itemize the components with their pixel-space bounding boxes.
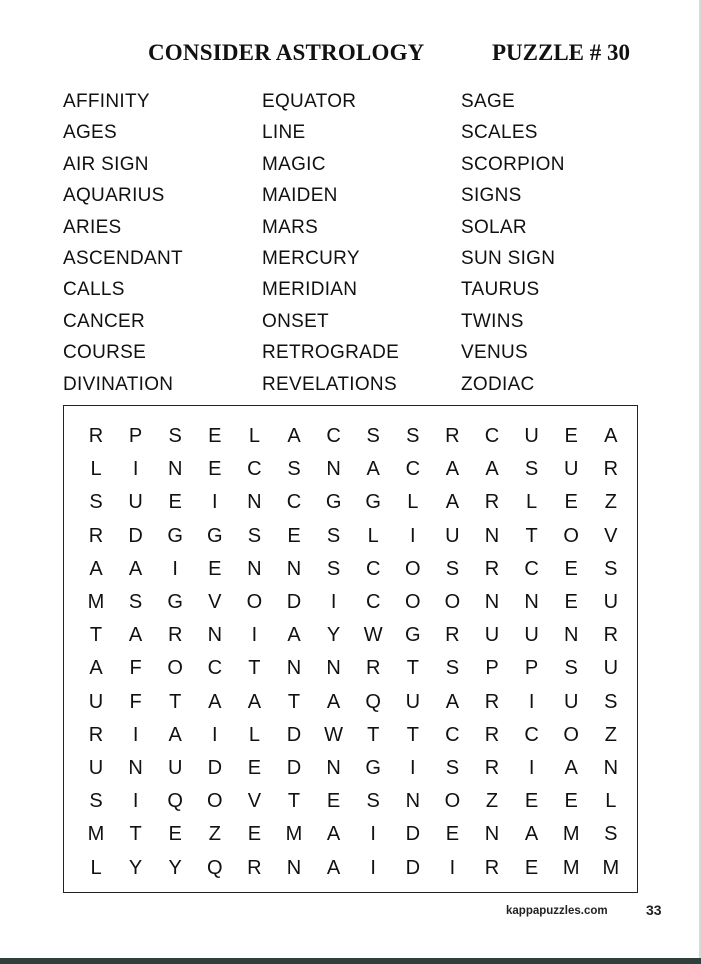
word-item: TAURUS [461,279,540,301]
grid-letter[interactable]: A [485,458,499,481]
grid-letter[interactable]: N [484,591,500,613]
grid-letter[interactable]: V [604,524,618,547]
grid-letter[interactable]: L [248,425,260,447]
grid-letter[interactable]: N [524,591,539,613]
word-item: SUN SIGN [461,247,556,269]
grid-letter[interactable]: L [367,524,379,547]
grid-letter[interactable]: U [167,757,183,779]
grid-letter[interactable]: A [89,557,103,580]
grid-letter[interactable]: S [168,425,182,447]
grid-letter[interactable]: O [405,591,421,613]
grid-letter[interactable]: I [172,557,178,580]
grid-letter[interactable]: S [445,557,460,580]
grid-letter[interactable]: R [88,723,104,746]
grid-letter[interactable]: C [247,458,262,481]
grid-letter[interactable]: S [604,690,618,713]
grid-letter[interactable]: Y [326,624,341,647]
grid-letter[interactable]: U [128,491,143,514]
grid-letter[interactable]: S [604,823,618,846]
grid-letter[interactable]: E [564,591,578,613]
grid-letter[interactable]: P [524,657,539,680]
grid-letter[interactable]: A [208,690,222,713]
grid-letter[interactable]: U [445,524,460,547]
grid-letter[interactable]: C [365,591,381,613]
grid-letter[interactable]: L [407,491,419,514]
word-item: REVELATIONS [262,373,397,395]
grid-letter[interactable]: O [563,524,579,547]
grid-letter[interactable]: U [603,591,619,613]
grid-letter[interactable]: I [410,757,416,779]
footer-url[interactable]: kappapuzzles.com [506,905,608,917]
grid-letter[interactable]: R [484,690,500,713]
grid-letter[interactable]: E [168,491,182,514]
grid-letter[interactable]: C [524,723,539,746]
grid-letter[interactable]: D [286,757,302,779]
word-column [461,90,565,404]
grid-letter[interactable]: E [287,524,301,547]
grid-letter[interactable]: E [564,425,578,447]
grid-letter[interactable]: I [132,458,139,481]
grid-letter[interactable]: I [370,856,376,879]
grid-letter[interactable]: R [484,557,500,580]
grid-letter[interactable]: M [562,856,580,879]
grid-letter[interactable]: N [167,458,183,481]
grid-letter[interactable]: R [365,657,381,680]
grid-letter[interactable]: R [484,491,500,514]
grid-letter[interactable]: O [444,790,461,813]
grid-letter[interactable]: A [564,757,578,779]
grid-letter[interactable]: I [528,690,535,713]
grid-letter[interactable]: N [326,458,341,481]
grid-letter[interactable]: S [287,458,301,481]
grid-letter[interactable]: E [564,491,578,514]
grid-letter[interactable]: D [286,723,302,746]
grid-letter[interactable]: R [484,856,500,879]
grid-letter[interactable]: N [484,524,500,547]
word-item: AQUARIUS [63,185,165,207]
grid-letter[interactable]: G [365,757,381,779]
grid-letter[interactable]: A [287,624,301,647]
word-item: DIVINATION [63,373,174,395]
grid-letter[interactable]: T [406,723,419,746]
grid-letter[interactable]: S [366,425,380,447]
grid-letter[interactable]: Z [485,790,499,813]
grid-letter[interactable]: O [444,591,461,613]
puzzle-title: CONSIDER ASTROLOGY [148,40,425,65]
page-number: 33 [646,902,662,918]
grid-letter[interactable]: N [563,624,579,647]
grid-letter[interactable]: I [251,624,258,647]
word-item: CANCER [63,310,146,332]
grid-letter[interactable]: S [445,657,460,680]
grid-letter[interactable]: R [603,458,619,481]
grid-letter[interactable]: E [326,790,341,813]
grid-letter[interactable]: R [88,524,104,547]
grid-letter[interactable]: G [167,524,183,547]
grid-letter[interactable]: S [604,557,618,580]
grid-letter[interactable]: I [528,757,535,779]
grid-letter[interactable]: D [405,856,421,879]
grid-letter[interactable]: R [167,624,183,647]
grid-letter[interactable]: N [405,790,421,813]
grid-letter[interactable]: A [326,856,341,879]
grid-letter[interactable]: T [89,624,103,647]
grid-letter[interactable]: F [129,690,142,713]
grid-letter[interactable]: M [602,856,620,879]
word-item: SAGE [461,91,515,112]
grid-letter[interactable]: E [524,856,539,879]
grid-letter[interactable]: T [287,690,301,713]
word-item: AGES [63,122,117,144]
grid-letter[interactable]: U [603,657,619,680]
grid-letter[interactable]: P [128,425,143,447]
grid-letter[interactable]: O [246,591,263,613]
grid-letter[interactable]: S [89,790,103,813]
grid-letter[interactable]: I [212,491,218,514]
grid-letter[interactable]: G [405,624,421,647]
grid-letter[interactable]: T [287,790,301,813]
grid-letter[interactable]: S [326,557,341,580]
grid-letter[interactable]: U [405,690,421,713]
grid-letter[interactable]: I [449,856,456,879]
grid-letter[interactable]: R [484,757,500,779]
grid-letter[interactable]: F [129,657,142,680]
grid-letter[interactable]: N [207,624,223,647]
word-column [262,90,399,404]
grid-letter[interactable]: U [88,757,104,779]
grid-letter[interactable]: I [212,723,218,746]
grid-letter[interactable]: N [128,757,143,779]
word-item: ARIES [63,216,122,238]
grid-letter[interactable]: G [365,491,381,514]
grid-letter[interactable]: A [445,690,460,713]
grid-letter[interactable]: I [330,591,337,613]
grid-letter[interactable]: D [405,823,421,846]
word-item: TWINS [461,310,524,332]
grid-letter[interactable]: A [366,458,380,481]
grid-letter[interactable]: E [168,823,182,846]
grid-letter[interactable]: L [248,723,260,746]
grid-letter[interactable]: A [326,823,341,846]
grid-letter[interactable]: U [484,624,500,647]
word-item: SCORPION [461,153,565,175]
grid-letter[interactable]: A [326,690,341,713]
grid-letter[interactable]: Z [604,491,617,514]
grid-letter[interactable]: E [208,458,222,481]
word-item: ZODIAC [461,373,535,395]
grid-letter[interactable]: Y [128,856,143,879]
grid-letter[interactable]: W [363,624,383,647]
grid-letter[interactable]: C [326,425,341,447]
grid-letter[interactable]: A [89,657,103,680]
grid-letter[interactable]: P [485,657,499,680]
grid-letter[interactable]: S [406,425,420,447]
grid-letter[interactable]: I [370,823,376,846]
grid-letter[interactable]: N [247,491,262,514]
grid-letter[interactable]: S [128,591,143,613]
bottom-bar [0,958,701,964]
grid-letter[interactable]: L [90,458,102,481]
grid-letter[interactable]: U [563,690,579,713]
word-item: SOLAR [461,216,527,238]
word-item: ONSET [262,310,329,332]
grid-letter[interactable]: S [326,524,341,547]
grid-letter[interactable]: S [247,524,262,547]
grid-letter[interactable]: W [324,723,344,746]
grid-letter[interactable]: T [525,524,538,547]
grid-letter[interactable]: N [286,557,302,580]
grid-letter[interactable]: O [563,723,579,746]
grid-letter[interactable]: Q [167,790,183,813]
grid-letter[interactable]: Z [208,823,221,846]
grid-letter[interactable]: T [129,823,142,846]
grid-letter[interactable]: U [88,690,104,713]
grid-letter[interactable]: V [208,591,222,613]
letter-grid [63,405,638,893]
grid-letter[interactable]: G [207,524,223,547]
grid-letter[interactable]: C [286,491,302,514]
grid-letter[interactable]: A [128,557,143,580]
grid-letter[interactable]: C [207,657,223,680]
word-item: LINE [262,122,306,144]
grid-letter[interactable]: U [524,624,539,647]
grid-letter[interactable]: C [445,723,460,746]
grid-letter[interactable]: C [365,557,381,580]
grid-letter[interactable]: O [207,790,223,813]
word-item: EQUATOR [262,91,357,112]
grid-letter[interactable]: G [325,491,342,514]
word-item: AIR SIGN [63,153,149,175]
word-item: CALLS [63,279,125,301]
word-item: MAIDEN [262,185,338,207]
word-item: MAGIC [262,153,326,175]
grid-letter[interactable]: A [524,823,539,846]
grid-letter[interactable]: A [247,690,262,713]
grid-letter[interactable]: D [128,524,143,547]
grid-letter[interactable]: T [169,690,182,713]
grid-letter[interactable]: U [563,458,579,481]
grid-letter[interactable]: U [524,425,539,447]
grid-letter[interactable]: E [524,790,539,813]
grid-letter[interactable]: D [207,757,223,779]
grid-letter[interactable]: C [524,557,539,580]
grid-letter[interactable]: L [90,856,102,879]
grid-letter[interactable]: I [132,790,139,813]
grid-letter[interactable]: N [247,557,262,580]
grid-letter[interactable]: R [445,425,460,447]
grid-letter[interactable]: T [406,657,419,680]
grid-letter[interactable]: I [132,723,139,746]
word-item: MARS [262,216,319,238]
grid-letter[interactable]: M [285,823,303,846]
grid-letter[interactable]: R [445,624,460,647]
grid-letter[interactable]: R [88,425,104,447]
word-column [63,90,183,404]
grid-letter[interactable]: A [604,425,618,447]
grid-letter[interactable]: A [128,624,143,647]
grid-letter[interactable]: Y [168,856,182,879]
grid-letter[interactable]: N [326,657,341,680]
grid-letter[interactable]: O [167,657,183,680]
word-item: VENUS [461,342,528,364]
grid-letter[interactable]: A [445,491,460,514]
grid-letter[interactable]: G [167,591,183,613]
grid-letter[interactable]: V [247,790,262,813]
word-item: MERIDIAN [262,279,358,301]
grid-letter[interactable]: S [524,458,539,481]
grid-letter[interactable]: A [445,458,460,481]
grid-letter[interactable]: E [247,757,262,779]
grid-letter[interactable]: R [603,624,619,647]
grid-letter[interactable]: T [367,723,380,746]
grid-letter[interactable]: Q [207,856,223,879]
grid-letter[interactable]: A [168,723,182,746]
grid-letter[interactable]: N [603,757,619,779]
grid-letter[interactable]: E [208,557,222,580]
word-item: COURSE [63,342,147,364]
grid-letter[interactable]: R [247,856,262,879]
grid-letter[interactable]: M [562,823,580,846]
word-item: SCALES [461,122,538,144]
grid-letter[interactable]: D [286,591,302,613]
grid-letter[interactable]: M [87,591,105,613]
grid-letter[interactable]: C [484,425,500,447]
grid-letter[interactable]: E [564,557,578,580]
word-item: SIGNS [461,185,522,207]
grid-letter[interactable]: T [248,657,261,680]
puzzle-number: PUZZLE # 30 [492,40,631,65]
grid-letter[interactable]: E [247,823,262,846]
grid-letter[interactable]: E [208,425,222,447]
word-item: MERCURY [262,247,360,269]
word-item: ASCENDANT [63,247,183,269]
grid-letter[interactable]: L [605,790,617,813]
grid-letter[interactable]: N [286,856,302,879]
grid-letter[interactable]: N [286,657,302,680]
grid-letter[interactable]: A [287,425,301,447]
grid-letter[interactable]: C [405,458,421,481]
grid-letter[interactable]: Q [365,690,381,713]
word-item: AFFINITY [63,91,150,112]
grid-letter[interactable]: L [526,491,538,514]
grid-letter[interactable]: R [484,723,500,746]
grid-letter[interactable]: E [445,823,460,846]
grid-letter[interactable]: N [484,823,500,846]
grid-letter[interactable]: S [445,757,460,779]
grid-letter[interactable]: S [564,657,578,680]
grid-letter[interactable]: N [326,757,341,779]
grid-letter[interactable]: Z [604,723,617,746]
grid-letter[interactable]: S [366,790,380,813]
grid-letter[interactable]: O [405,557,421,580]
grid-letter[interactable]: I [410,524,416,547]
grid-letter[interactable]: S [89,491,103,514]
grid-letter[interactable]: M [87,823,105,846]
grid-letter[interactable]: E [564,790,578,813]
word-item: RETROGRADE [262,342,400,364]
